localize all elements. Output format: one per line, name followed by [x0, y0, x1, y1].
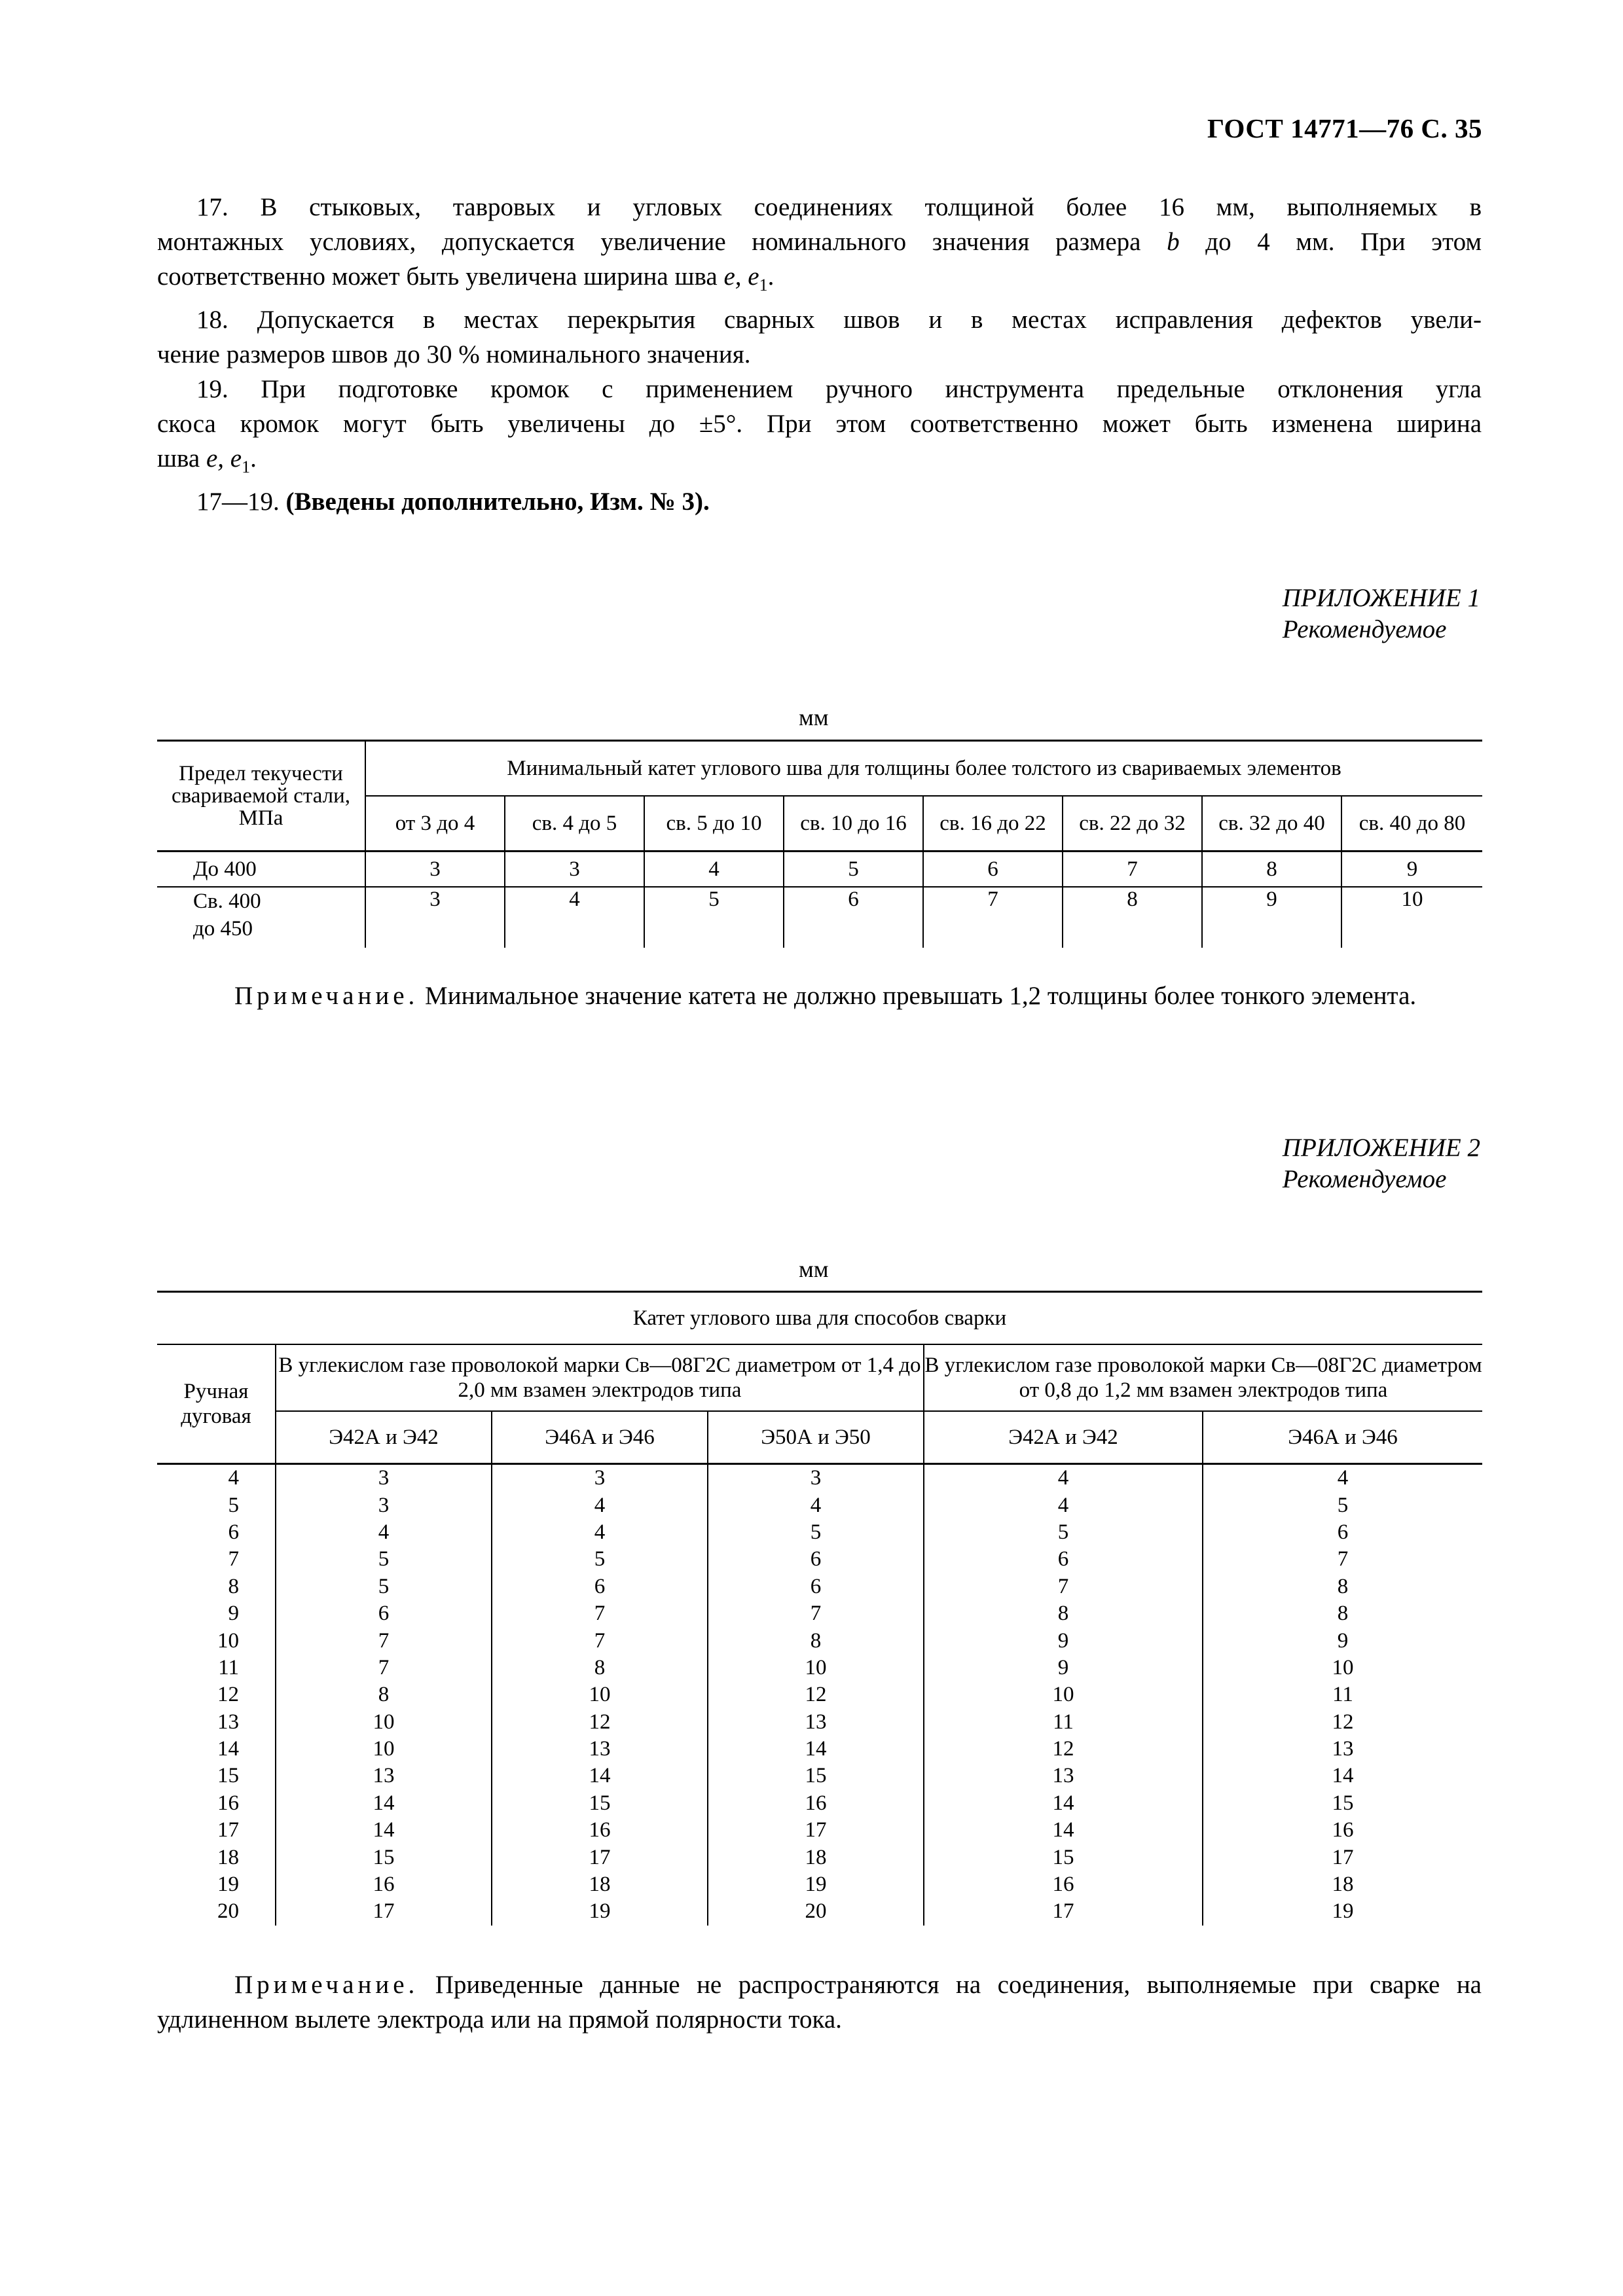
cell: 14 — [1203, 1763, 1482, 1789]
cell: 9 — [228, 1602, 239, 1626]
cell: 7 — [228, 1547, 239, 1571]
appendix2-subcol: Э42А и Э42 — [924, 1411, 1203, 1464]
cell: 10 — [492, 1681, 708, 1708]
cell: 16 — [1203, 1817, 1482, 1844]
cell: 4 — [276, 1519, 492, 1546]
cell: 9 — [924, 1655, 1203, 1681]
table-row — [157, 1844, 1482, 1871]
cell: 16 — [708, 1790, 924, 1817]
cell: 9 — [1341, 852, 1482, 888]
cell: 9 — [924, 1627, 1203, 1654]
clause-17-line3: соответственно может быть увеличена ширина шва e, $e_1$. — [157, 262, 775, 295]
cell: 12 — [1203, 1709, 1482, 1736]
cell: 5 — [276, 1573, 492, 1600]
cell: 7 — [708, 1600, 924, 1627]
appendix2-note — [157, 1967, 1482, 2037]
cell: 12 — [492, 1709, 708, 1736]
cell: 6 — [1203, 1519, 1482, 1546]
appendix1-col: св. 10 до 16 — [784, 796, 923, 852]
cell: 14 — [924, 1790, 1203, 1817]
cell: 19 — [708, 1871, 924, 1898]
note-label: Примечание. — [234, 982, 419, 1010]
cell: 18 — [492, 1871, 708, 1898]
table-row — [157, 1519, 1482, 1546]
appendix1-note — [157, 978, 1482, 1013]
cell: 7 — [276, 1655, 492, 1681]
cell: 17 — [1203, 1844, 1482, 1871]
appendix1-col: св. 16 до 22 — [923, 796, 1063, 852]
cell: 5 — [276, 1546, 492, 1573]
appendix2-group1: В углекислом газе проволокой марки Св—08Г2С диаметром от 1,4 до 2,0 мм взамен электродов типа — [276, 1344, 924, 1411]
appendix2-table — [157, 1291, 1482, 1926]
appendix2-col1-header: Ручная дуговая — [157, 1344, 276, 1464]
cell: 3 — [708, 1464, 924, 1492]
cell: 17 — [708, 1817, 924, 1844]
cell: 5 — [492, 1546, 708, 1573]
appendix1-col: св. 4 до 5 — [505, 796, 644, 852]
cell: 8 — [1203, 1573, 1482, 1600]
cell: 15 — [492, 1790, 708, 1817]
table-row — [157, 1736, 1482, 1763]
table-row — [157, 1790, 1482, 1817]
note-label: Примечание. — [234, 1971, 419, 1999]
cell: 19 — [492, 1898, 708, 1925]
appendix2-subcol: Э46А и Э46 — [492, 1411, 708, 1464]
table-row — [157, 1709, 1482, 1736]
table-row — [157, 887, 1482, 948]
appendix1-title: ПРИЛОЖЕНИЕ 1 — [1282, 584, 1480, 612]
cell: 8 — [492, 1655, 708, 1681]
cell: 13 — [217, 1710, 239, 1734]
cell: 12 — [708, 1681, 924, 1708]
cell: 7 — [1063, 852, 1202, 888]
cell: 8 — [1203, 1600, 1482, 1627]
cell: 19 — [217, 1873, 239, 1897]
appendix1-col: св. 22 до 32 — [1063, 796, 1202, 852]
table-row — [157, 1546, 1482, 1573]
appendix1-col: св. 32 до 40 — [1202, 796, 1341, 852]
cell: 12 — [924, 1736, 1203, 1763]
cell: 9 — [1202, 887, 1341, 948]
table-row — [157, 852, 1482, 888]
cell: 18 — [708, 1844, 924, 1871]
cell: 4 — [644, 852, 784, 888]
appendix2-group2: В углекислом газе проволокой марки Св—08Г2С диаметром от 0,8 до 1,2 мм взамен электродов типа — [924, 1344, 1482, 1411]
appendix1-col: св. 5 до 10 — [644, 796, 784, 852]
cell: 14 — [276, 1790, 492, 1817]
clause-18-line2: чение размеров швов до 30 % номинального значения. — [157, 340, 751, 368]
cell: 4 — [505, 887, 644, 948]
cell: 5 — [708, 1519, 924, 1546]
cell: 4 — [492, 1519, 708, 1546]
cell: 9 — [1203, 1627, 1482, 1654]
cell: 5 — [924, 1519, 1203, 1546]
cell: 4 — [924, 1464, 1203, 1492]
clause-19-line3: шва e, $e_1$. — [157, 444, 257, 476]
table-row — [157, 1600, 1482, 1627]
cell: 3 — [365, 887, 505, 948]
cell: 6 — [228, 1520, 239, 1544]
cell: 3 — [365, 852, 505, 888]
cell: 7 — [924, 1573, 1203, 1600]
note-text: Приведенные данные не распространяются на соединения, выполняемые при сварке на удлиненном вылете электрода или на прямой полярности тока. — [157, 1971, 1482, 2034]
cell: 17 — [924, 1898, 1203, 1925]
cell: 3 — [492, 1464, 708, 1492]
cell: 4 — [708, 1492, 924, 1518]
clause-19-line2: скоса кромок могут быть увеличены до ±5°. При этом соответственно может быть изменена ширина — [157, 409, 1482, 438]
cell: 3 — [276, 1464, 492, 1492]
cell: 17 — [217, 1818, 239, 1842]
table-row — [157, 1817, 1482, 1844]
table-row — [157, 1871, 1482, 1898]
cell: 5 — [228, 1493, 239, 1517]
cell: 11 — [218, 1655, 239, 1679]
table-row — [157, 1681, 1482, 1708]
page-header: ГОСТ 14771—76 С. 35 — [1207, 113, 1482, 143]
cell: 7 — [492, 1600, 708, 1627]
cell: 7 — [1203, 1546, 1482, 1573]
appendix2-top-header: Катет углового шва для способов сварки — [157, 1292, 1482, 1345]
appendix1-subtitle: Рекомендуемое — [1282, 615, 1447, 643]
cell: 15 — [276, 1844, 492, 1871]
cell: 11 — [1203, 1681, 1482, 1708]
appendix2-subcol: Э46А и Э46 — [1203, 1411, 1482, 1464]
appendix1-col: св. 40 до 80 — [1341, 796, 1482, 852]
cell: 7 — [492, 1627, 708, 1654]
cell: 14 — [276, 1817, 492, 1844]
cell: 11 — [924, 1709, 1203, 1736]
row-label: До 400 — [157, 852, 365, 888]
cell: 15 — [1203, 1790, 1482, 1817]
cell: 8 — [924, 1600, 1203, 1627]
table-row — [157, 1898, 1482, 1925]
cell: 6 — [492, 1573, 708, 1600]
table-row — [157, 1492, 1482, 1518]
cell: 12 — [217, 1683, 239, 1707]
cell: 18 — [1203, 1871, 1482, 1898]
cell: 10 — [217, 1628, 239, 1653]
appendix2-unit: мм — [799, 1256, 829, 1282]
cell: 4 — [157, 1464, 276, 1492]
cell: 6 — [708, 1546, 924, 1573]
cell: 14 — [492, 1763, 708, 1789]
cell: 13 — [492, 1736, 708, 1763]
cell: 8 — [1202, 852, 1341, 888]
cell: 4 — [492, 1492, 708, 1518]
cell: 20 — [217, 1899, 239, 1924]
cell: 8 — [1063, 887, 1202, 948]
cell: 6 — [784, 887, 923, 948]
cell: 15 — [217, 1764, 239, 1788]
cell: 17 — [492, 1844, 708, 1871]
clause-18-line1: 18. Допускается в местах перекрытия сварных швов и в местах исправления дефектов увели- — [196, 305, 1482, 334]
cell: 13 — [924, 1763, 1203, 1789]
appendix2-title: ПРИЛОЖЕНИЕ 2 — [1282, 1134, 1480, 1162]
cell: 20 — [708, 1898, 924, 1925]
cell: 15 — [708, 1763, 924, 1789]
cell: 4 — [924, 1492, 1203, 1518]
cell: 10 — [924, 1681, 1203, 1708]
appendix1-row-header: Предел текучести свариваемой стали, МПа — [157, 741, 365, 852]
clause-17-line1: 17. В стыковых, тавровых и угловых соединениях толщиной более 16 мм, выполняемых в — [196, 193, 1482, 221]
cell: 5 — [1203, 1492, 1482, 1518]
cell: 14 — [217, 1737, 239, 1761]
cell: 16 — [217, 1791, 239, 1815]
cell: 6 — [708, 1573, 924, 1600]
cell: 10 — [1341, 887, 1482, 948]
cell: 8 — [228, 1574, 239, 1598]
cell: 7 — [276, 1627, 492, 1654]
cell: 19 — [1203, 1898, 1482, 1925]
cell: 13 — [276, 1763, 492, 1789]
cell: 16 — [492, 1817, 708, 1844]
cell: 13 — [1203, 1736, 1482, 1763]
cell: 3 — [276, 1492, 492, 1518]
cell: 10 — [276, 1736, 492, 1763]
cell: 8 — [708, 1627, 924, 1654]
cell: 13 — [708, 1709, 924, 1736]
cell: 4 — [1203, 1464, 1482, 1492]
appendix1-heading — [1283, 583, 1480, 645]
table-row — [157, 1627, 1482, 1654]
cell: 6 — [923, 852, 1063, 888]
row-label: Св. 400 до 450 — [193, 889, 261, 941]
cell: 16 — [276, 1871, 492, 1898]
table-row — [157, 1655, 1482, 1681]
cell: 6 — [924, 1546, 1203, 1573]
cell: 6 — [276, 1600, 492, 1627]
appendix2-heading — [1283, 1132, 1480, 1195]
appendix1-unit: мм — [799, 704, 829, 730]
appendix2-subcol: Э50А и Э50 — [708, 1411, 924, 1464]
cell: 5 — [644, 887, 784, 948]
cell: 10 — [708, 1655, 924, 1681]
cell: 10 — [276, 1709, 492, 1736]
cell: 14 — [708, 1736, 924, 1763]
appendix1-table — [157, 740, 1482, 948]
appendix1-col: от 3 до 4 — [365, 796, 505, 852]
clause-17-line2: монтажных условиях, допускается увеличение номинального значения размера b до 4 мм. При этом — [157, 228, 1482, 256]
table-row — [157, 1573, 1482, 1600]
amendment-note: 17—19. (Введены дополнительно, Изм. № 3). — [196, 487, 710, 516]
appendix2-subtitle: Рекомендуемое — [1282, 1165, 1447, 1193]
table-row — [157, 1763, 1482, 1789]
table-row — [157, 1464, 1482, 1492]
cell: 18 — [217, 1845, 239, 1869]
cell: 8 — [276, 1681, 492, 1708]
note-text: Минимальное значение катета не должно превышать 1,2 толщины более тонкого элемента. — [425, 982, 1417, 1010]
clauses — [157, 190, 1482, 519]
cell: 10 — [1203, 1655, 1482, 1681]
clause-19-line1: 19. При подготовке кромок с применением ручного инструмента предельные отклонения угла — [196, 374, 1482, 403]
cell: 3 — [505, 852, 644, 888]
cell: 5 — [784, 852, 923, 888]
cell: 14 — [924, 1817, 1203, 1844]
cell: 17 — [276, 1898, 492, 1925]
appendix1-group-header: Минимальный катет углового шва для толщины более толстого из свариваемых элементов — [365, 741, 1482, 797]
cell: 16 — [924, 1871, 1203, 1898]
appendix2-subcol: Э42А и Э42 — [276, 1411, 492, 1464]
cell: 7 — [923, 887, 1063, 948]
cell: 15 — [924, 1844, 1203, 1871]
